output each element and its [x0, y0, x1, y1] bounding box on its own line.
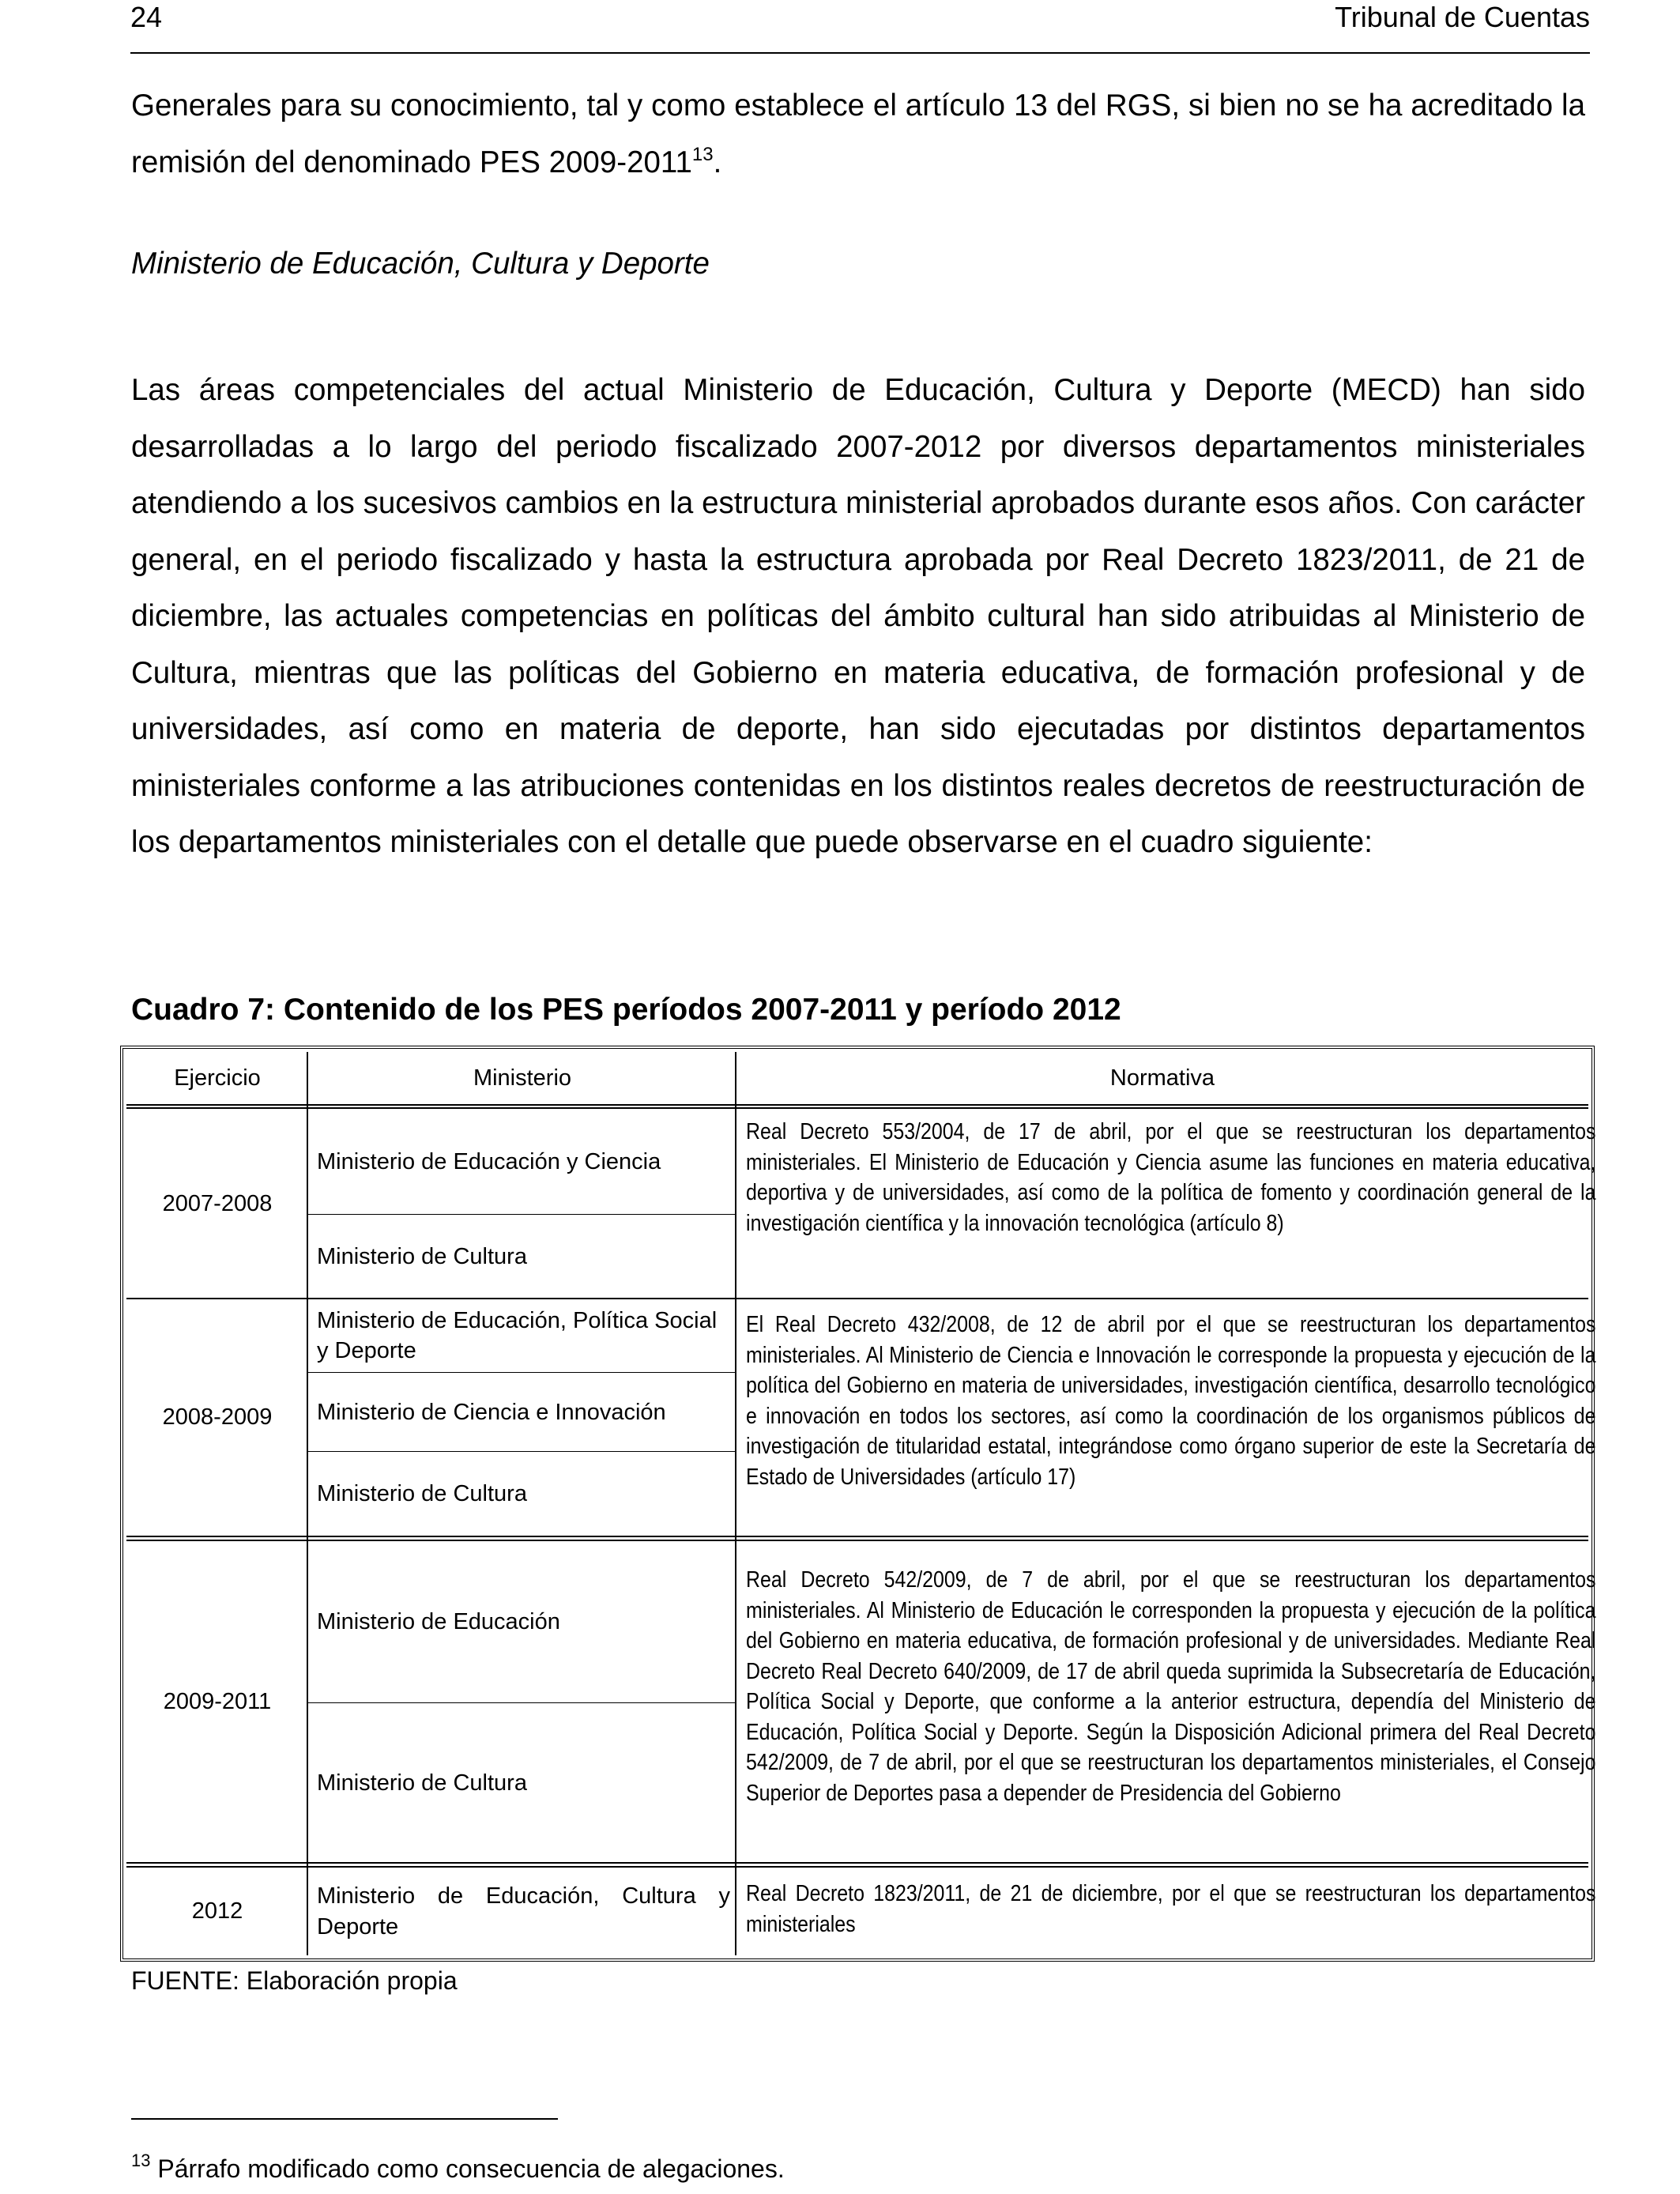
paragraph-intro [131, 77, 1585, 190]
paragraph-intro-text: Generales para su conocimiento, tal y como establece el artículo 13 del RGS, si bien no se ha acreditado la remisión del denominado PES 2009-2011 [131, 89, 1585, 179]
ministerio-cell: Ministerio de Cultura [317, 1481, 527, 1507]
footnote-text: Párrafo modificado como consecuencia de alegaciones. [157, 2154, 785, 2183]
ejercicio-cell: 2009-2011 [163, 1689, 272, 1715]
table-divider [126, 1536, 1588, 1537]
header-ministerio: Ministerio [473, 1065, 572, 1091]
table-divider [126, 1298, 1588, 1299]
ministerio-cell [308, 1868, 736, 1955]
normativa-cell [736, 1299, 1596, 1536]
table-divider [126, 1540, 1588, 1541]
table-source: FUENTE: Elaboración propia [131, 1966, 458, 1995]
normativa-cell [736, 1109, 1596, 1299]
ministerio-cell: Ministerio de Ciencia e Innovación [317, 1399, 666, 1425]
running-title: Tribunal de Cuentas [1335, 1, 1590, 33]
normativa-cell [736, 1541, 1596, 1863]
ejercicio-cell: 2008-2009 [162, 1404, 273, 1431]
table-cuadro-7 [120, 1046, 1595, 1962]
page-number: 24 [130, 1, 163, 33]
table-divider [126, 1862, 1588, 1864]
section-subheading: Ministerio de Educación, Cultura y Deporte [131, 247, 710, 281]
header-normativa: Normativa [1109, 1065, 1215, 1091]
table-divider [735, 1052, 736, 1955]
normativa-text: Real Decreto 1823/2011, de 21 de diciembre, por el que se reestructuran los departamentos ministeriales [746, 1881, 1596, 1937]
ministerio-cell: Ministerio de Educación [317, 1609, 560, 1635]
paragraph-competencias: Las áreas competenciales del actual Ministerio de Educación, Cultura y Deporte (MECD) han sido desarrolladas a lo largo del periodo fiscalizado 2007-2012 por diversos departamentos ministeriales atendiendo a los sucesivos cambios en la estructura ministerial aprobados durante esos años. Con carácter general, en el periodo fiscalizado y hasta la estructura aprobada por Real Decreto 1823/2011, de 21 de diciembre, las actuales competencias en políticas del ámbito cultural han sido atribuidas al Ministerio de Cultura, mientras que las políticas del Gobierno en materia educativa, de formación profesional y de universidades, así como en materia de deporte, han sido ejecutadas por distintos departamentos ministeriales conforme a las atribuciones contenidas en los distintos reales decretos de reestructuración de los departamentos ministeriales con el detalle que puede observarse en el cuadro siguiente: [131, 373, 1585, 859]
table-caption: Cuadro 7: Contenido de los PES períodos 2007-2011 y período 2012 [131, 993, 1121, 1027]
table-divider [308, 1372, 736, 1373]
table-divider [126, 1107, 1588, 1109]
table-divider [308, 1214, 736, 1215]
footnote-separator [131, 2118, 558, 2120]
table-divider [126, 1104, 1588, 1106]
table-divider [126, 1866, 1588, 1868]
normativa-cell [736, 1868, 1596, 1955]
ministerio-text: Ministerio de Educación, Cultura y Deporte [317, 1883, 730, 1940]
ejercicio-cell: 2012 [191, 1898, 243, 1924]
ministerio-cell: Ministerio de Cultura [317, 1243, 527, 1269]
ministerio-cell: Ministerio de Cultura [317, 1770, 527, 1796]
paragraph-intro-end: . [713, 145, 722, 179]
normativa-text: Real Decreto 553/2004, de 17 de abril, por el que se reestructuran los departamentos ministeriales. El Ministerio de Educación y Ciencia asume las funciones en materia educativa, deportiva y de universidades, así como de la política de fomento y coordinación general de la investigación científica y la innovación tecnológica (artículo 8) [746, 1119, 1596, 1236]
page-header [130, 0, 1590, 54]
ejercicio-cell: 2007-2008 [162, 1190, 273, 1216]
footnote-number: 13 [131, 2151, 151, 2170]
table-divider [308, 1451, 736, 1452]
footnote [131, 2153, 785, 2185]
footnote-ref[interactable]: 13 [691, 143, 714, 165]
normativa-text: El Real Decreto 432/2008, de 12 de abril por el que se reestructuran los departamentos ministeriales. Al Ministerio de Ciencia e Innovación le corresponde la propuesta y ejecución de la política del Gobierno en materia de universidades, investigación científica, desarrollo tecnológico e innovación en todos los sectores, así como la coordinación de los organismos públicos de investigación de titularidad estatal, integrándose como órgano superior de este la Secretaría de Estado de Universidades (artículo 17) [746, 1312, 1596, 1490]
ministerio-cell: Ministerio de Educación y Ciencia [317, 1148, 661, 1174]
table-divider [308, 1702, 736, 1703]
ministerio-cell: Ministerio de Educación, Política Social y Deporte [317, 1307, 718, 1363]
normativa-text: Real Decreto 542/2009, de 7 de abril, por el que se reestructuran los departamentos ministeriales. Al Ministerio de Educación le corresponden la propuesta y ejecución de la política del Gobierno en materia educativa, de formación profesional y de universidades. Mediante Real Decreto Real Decreto 640/2009, de 17 de abril queda suprimida la Subsecretaría de Educación, Política Social y Deporte, que conforme a la anterior estructura, dependía del Ministerio de Educación, Política Social y Deporte. Según la Disposición Adicional primera del Real Decreto 542/2009, de 7 de abril, por el que se reestructuran los departamentos ministeriales, el Consejo Superior de Deportes pasa a depender de Presidencia del Gobierno [746, 1567, 1596, 1806]
table-divider [307, 1052, 308, 1955]
header-ejercicio: Ejercicio [174, 1065, 261, 1091]
